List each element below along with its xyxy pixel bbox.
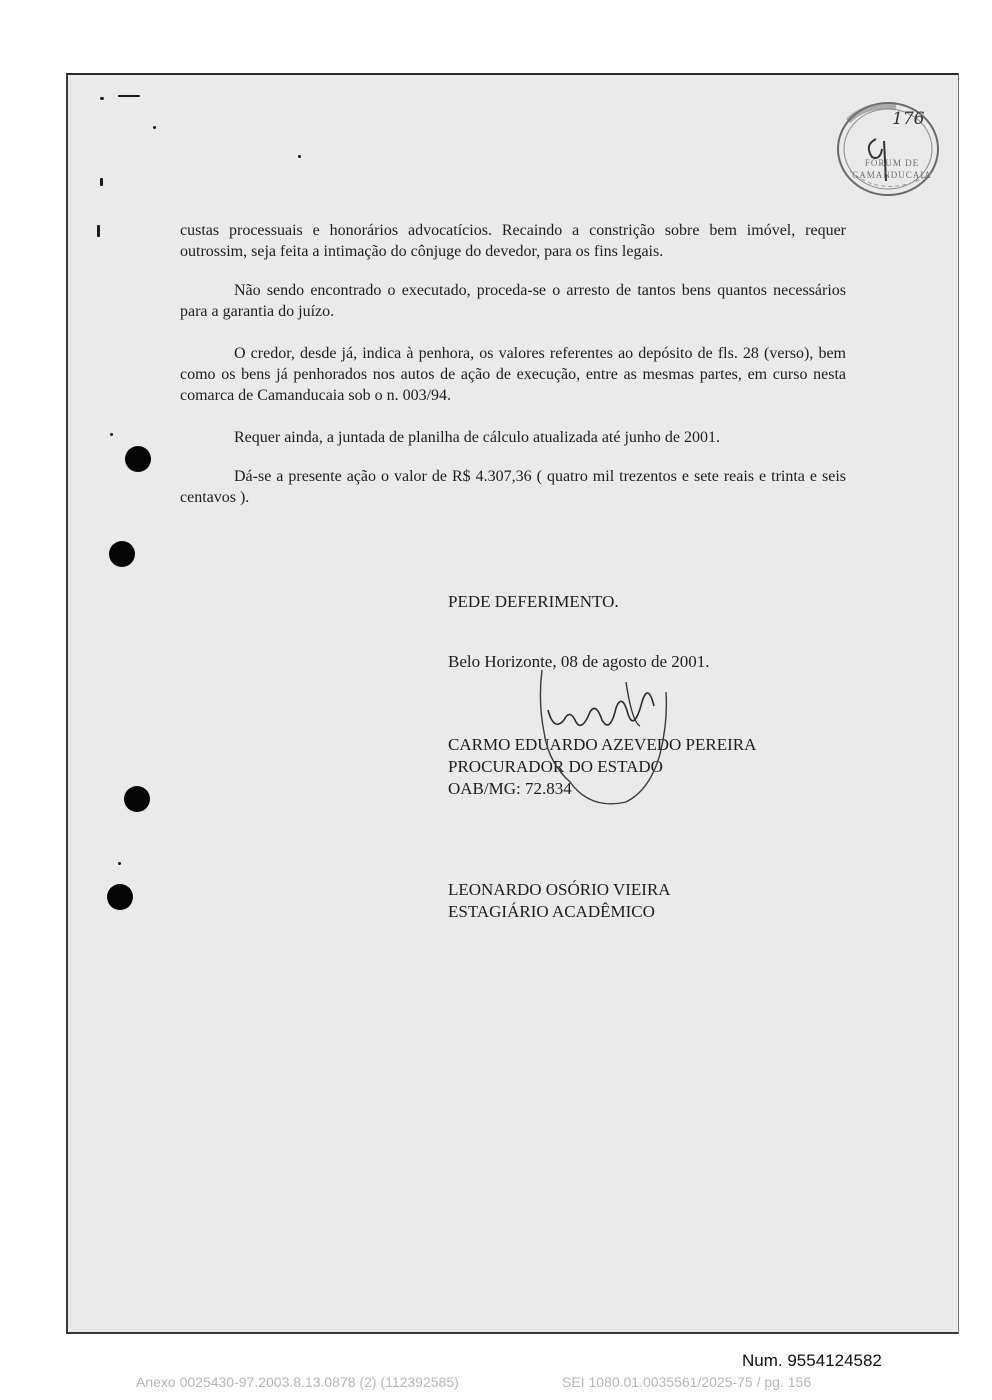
paragraph-1: custas processuais e honorários advocatícios. Recaindo a constrição sobre bem imóvel, requer outrossim, seja feita a intimação do cônjuge do devedor, para os fins legais. bbox=[180, 222, 846, 260]
stamp-page-number: 176 bbox=[892, 109, 925, 129]
scan-speck bbox=[97, 225, 100, 237]
scan-speck bbox=[153, 126, 156, 129]
paragraph-2: Não sendo encontrado o executado, proceda-se o arresto de tantos bens quantos necessários para a garantia do juízo. bbox=[180, 282, 846, 320]
anexo-reference: Anexo 0025430-97.2003.8.13.0878 (2) (112392585) bbox=[136, 1374, 459, 1390]
signatory-1-title: PROCURADOR DO ESTADO bbox=[448, 757, 663, 776]
signatory-1-name: CARMO EDUARDO AZEVEDO PEREIRA bbox=[448, 735, 757, 754]
punch-hole-2 bbox=[109, 541, 135, 567]
scanned-page bbox=[66, 73, 959, 1334]
scan-speck bbox=[100, 97, 104, 100]
document-number: Num. 9554124582 bbox=[742, 1351, 882, 1370]
paragraph-5: Dá-se a presente ação o valor de R$ 4.307,36 ( quatro mil trezentos e sete reais e trinta e seis centavos ). bbox=[180, 468, 846, 506]
handwritten-signature bbox=[530, 662, 690, 812]
signatory-1-oab: OAB/MG: 72.834 bbox=[448, 779, 572, 798]
punch-hole-3 bbox=[124, 786, 150, 812]
signatory-2-name: LEONARDO OSÓRIO VIEIRA bbox=[448, 880, 671, 899]
scan-speck bbox=[118, 95, 140, 97]
paragraph-3: O credor, desde já, indica à penhora, os valores referentes ao depósito de fls. 28 (verso), bem como os bens já penhorados nos autos de ação de execução, entre as mesmas partes, em curso nesta comarca de Camanducaia sob o n. 003/94. bbox=[180, 345, 846, 404]
stamp-text: FORUM DE CAMANDUCAIA bbox=[852, 158, 932, 180]
punch-hole-1 bbox=[125, 446, 151, 472]
place-date: Belo Horizonte, 08 de agosto de 2001. bbox=[448, 652, 710, 671]
punch-hole-4 bbox=[107, 884, 133, 910]
court-stamp bbox=[836, 101, 946, 201]
sei-reference: SEI 1080.01.0035561/2025-75 / pg. 156 bbox=[562, 1374, 812, 1390]
scan-speck bbox=[298, 155, 301, 158]
signatory-2-title: ESTAGIÁRIO ACADÊMICO bbox=[448, 902, 655, 921]
paragraph-4: Requer ainda, a juntada de planilha de cálculo atualizada até junho de 2001. bbox=[234, 429, 721, 446]
scan-speck bbox=[110, 433, 113, 436]
scan-speck bbox=[118, 862, 121, 865]
scan-speck bbox=[100, 178, 103, 186]
closing-request: PEDE DEFERIMENTO. bbox=[448, 592, 619, 611]
